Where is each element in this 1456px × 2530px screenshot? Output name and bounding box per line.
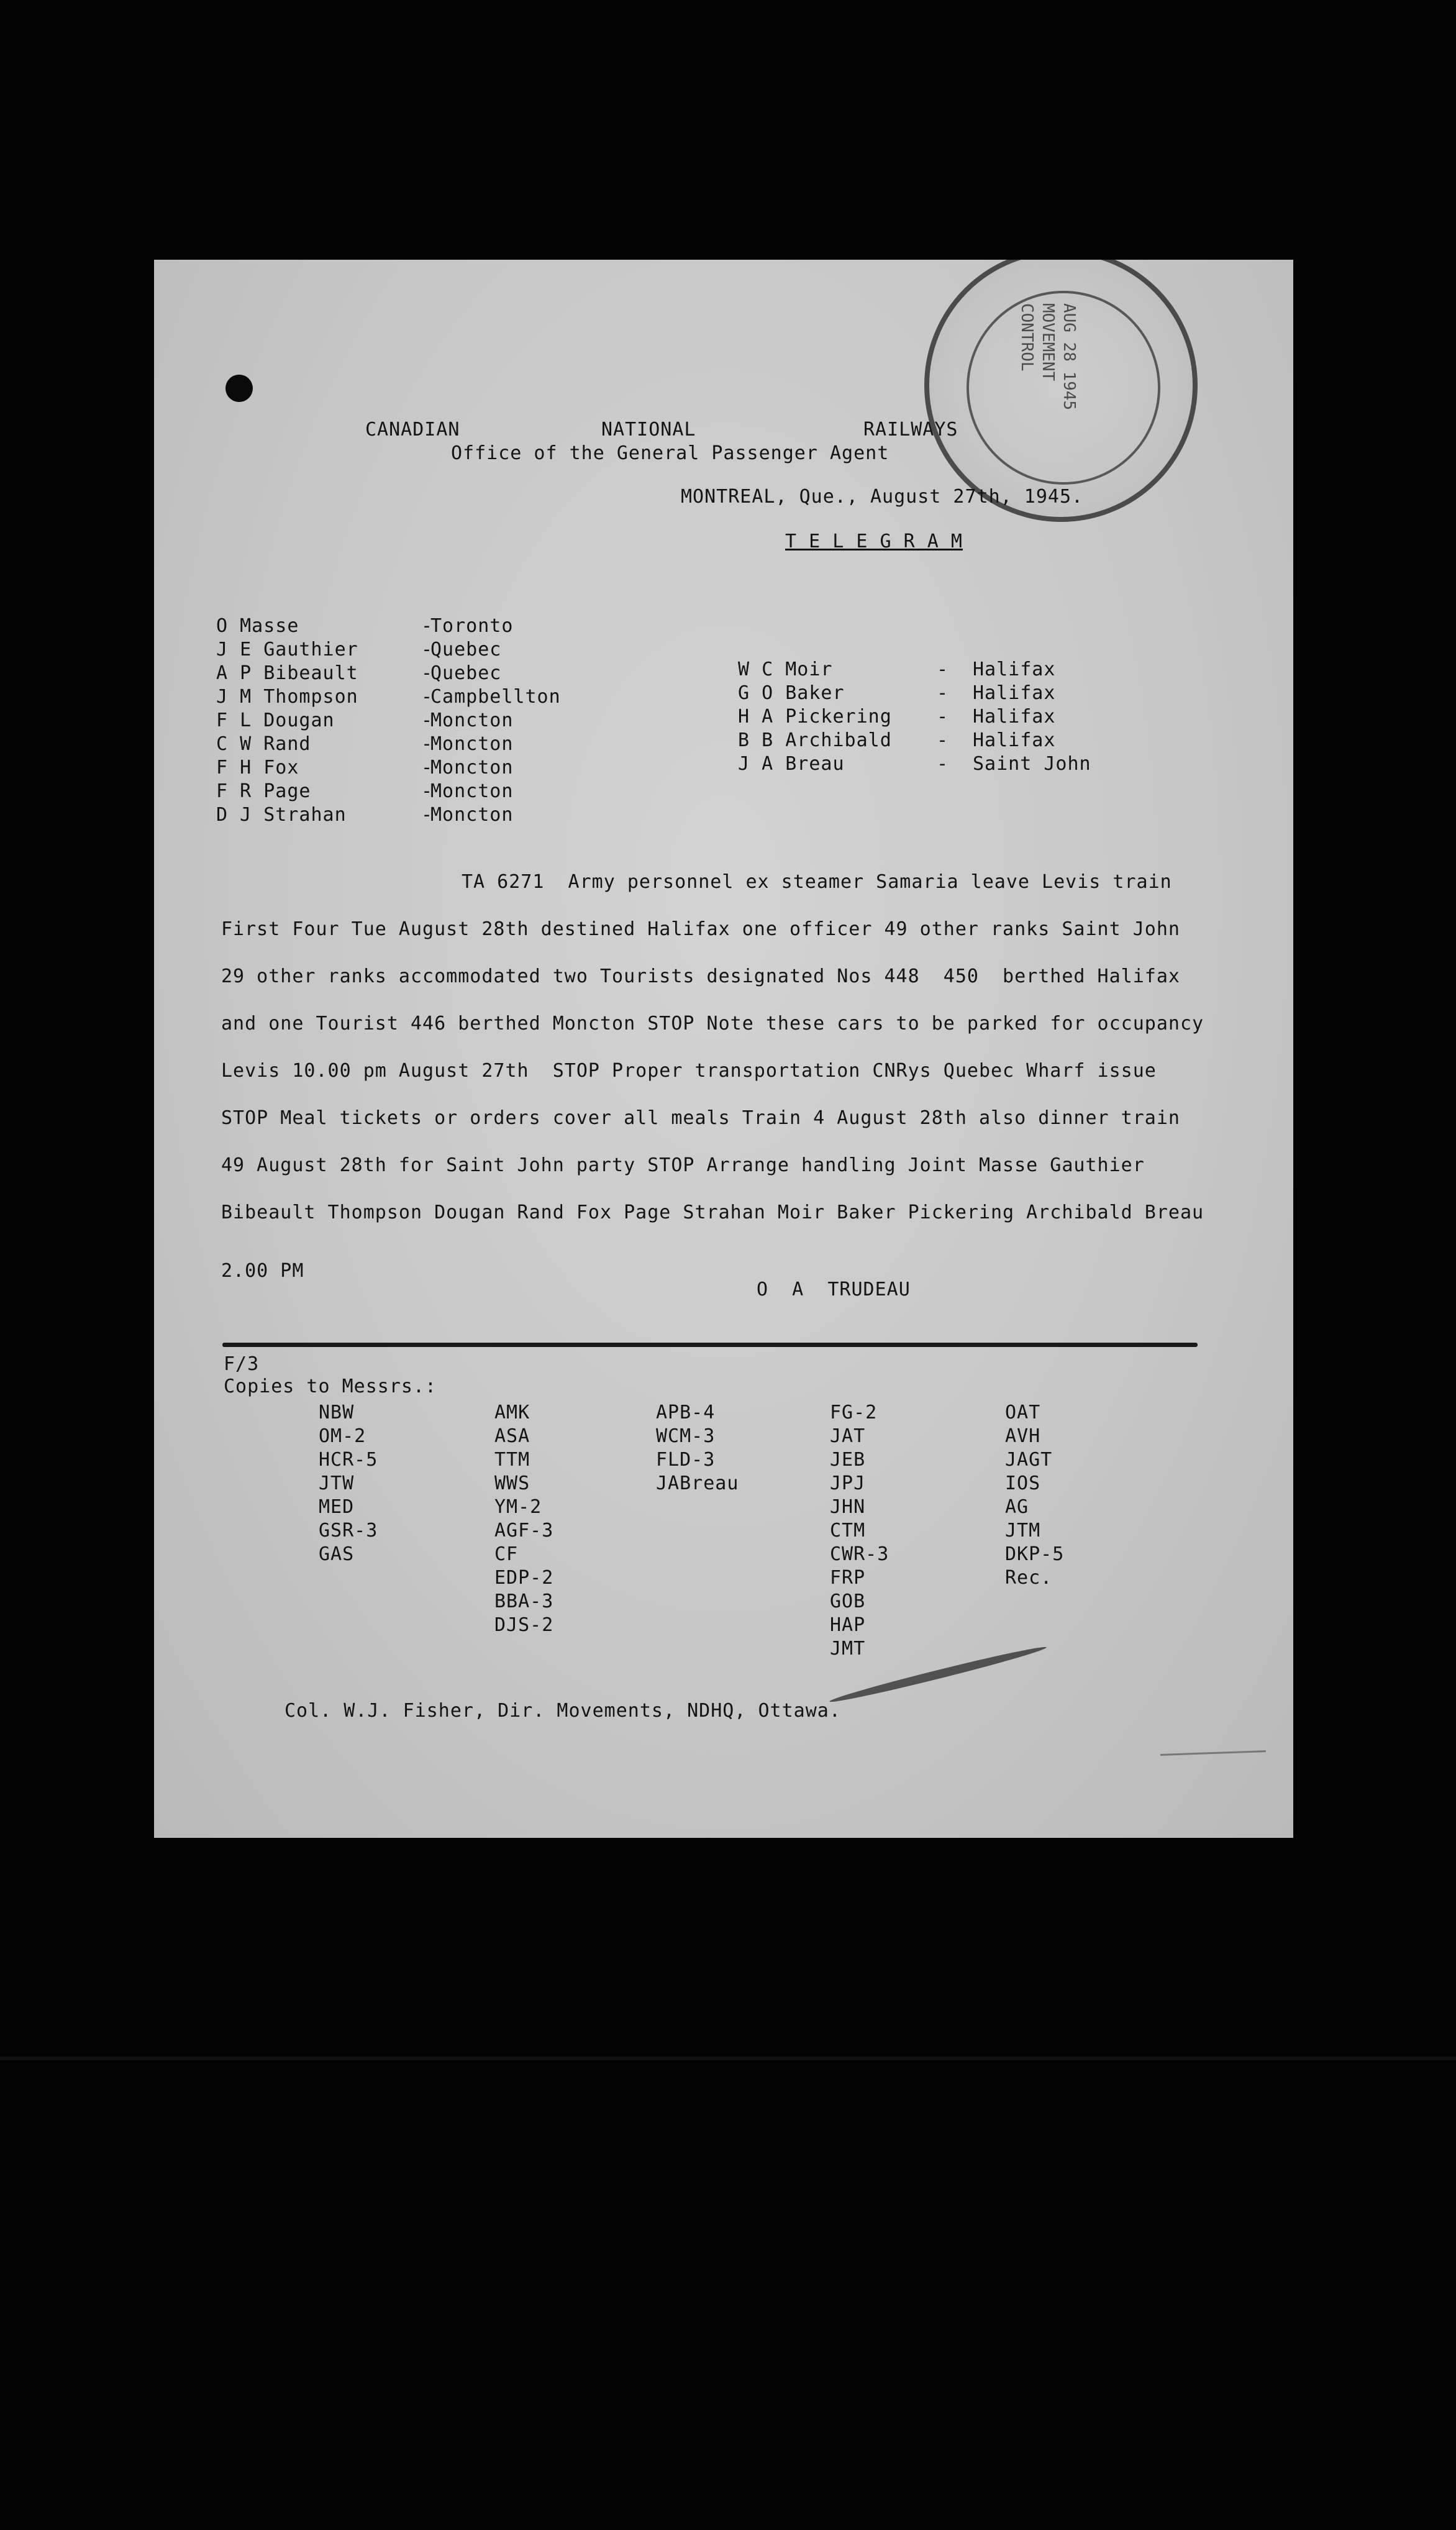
recipient-name: J E Gauthier: [216, 639, 358, 660]
copy-initials: GSR-3: [319, 1520, 378, 1541]
copy-initials: Rec.: [1005, 1567, 1053, 1589]
copy-initials: DKP-5: [1005, 1543, 1065, 1565]
recipient-city: Campbellton: [430, 686, 561, 708]
stamp-line-3: CONTROL: [1017, 303, 1036, 372]
dash: -: [421, 733, 434, 755]
body-line: Levis 10.00 pm August 27th STOP Proper transportation CNRys Quebec Wharf issue: [221, 1060, 1157, 1082]
recipient-name: B B Archibald: [738, 729, 892, 751]
recipient-city: Halifax: [973, 706, 1056, 728]
body-line: First Four Tue August 28th destined Halifax one officer 49 other ranks Saint John: [221, 918, 1180, 940]
body-line: Bibeault Thompson Dougan Rand Fox Page Strahan Moir Baker Pickering Archibald Breau: [221, 1202, 1204, 1223]
copy-initials: FLD-3: [656, 1449, 716, 1471]
dash: -: [421, 780, 434, 802]
copy-initials: CF: [494, 1543, 519, 1565]
dash: -: [421, 804, 434, 826]
received-stamp: [924, 260, 1198, 522]
body-time: 2.00 PM: [221, 1260, 304, 1282]
recipient-name: A P Bibeault: [216, 662, 358, 684]
copy-initials: GOB: [830, 1591, 866, 1612]
copy-initials: FRP: [830, 1567, 866, 1589]
copy-initials: JMT: [830, 1638, 866, 1660]
copy-initials: WCM-3: [656, 1425, 716, 1447]
copy-initials: JABreau: [656, 1473, 739, 1494]
copy-initials: HAP: [830, 1614, 866, 1636]
place-date: MONTREAL, Que., August 27th, 1945.: [681, 486, 1084, 508]
copy-initials: JAT: [830, 1425, 866, 1447]
copy-initials: JTW: [319, 1473, 355, 1494]
copy-initials: JEB: [830, 1449, 866, 1471]
copy-initials: EDP-2: [494, 1567, 554, 1589]
dash: -: [421, 615, 434, 637]
divider-rule: [222, 1343, 1198, 1347]
stamp-date: AUG 28 1945: [1060, 303, 1078, 411]
copy-initials: ASA: [494, 1425, 530, 1447]
copy-initials: YM-2: [494, 1496, 542, 1518]
dash: -: [937, 659, 949, 680]
sender-signature: O A TRUDEAU: [757, 1279, 911, 1300]
copies-label: Copies to Messrs.:: [224, 1376, 437, 1397]
copy-initials: JAGT: [1005, 1449, 1053, 1471]
telegram-page: [154, 260, 1293, 1838]
dash: -: [937, 706, 949, 728]
recipient-city: Quebec: [430, 662, 502, 684]
body-line: 49 August 28th for Saint John party STOP Arrange handling Joint Masse Gauthier: [221, 1154, 1145, 1176]
copy-initials: BBA-3: [494, 1591, 554, 1612]
copy-initials: CTM: [830, 1520, 866, 1541]
copy-initials: DJS-2: [494, 1614, 554, 1636]
cc-line: Col. W.J. Fisher, Dir. Movements, NDHQ, Ottawa.: [284, 1700, 841, 1722]
copy-initials: AGF-3: [494, 1520, 554, 1541]
recipient-name: G O Baker: [738, 682, 845, 704]
recipient-name: J A Breau: [738, 753, 845, 775]
dash: -: [421, 639, 434, 660]
copy-initials: AMK: [494, 1402, 530, 1423]
document-type: T E L E G R A M: [785, 531, 963, 552]
copy-initials: JTM: [1005, 1520, 1041, 1541]
copy-initials: NBW: [319, 1402, 355, 1423]
copy-initials: TTM: [494, 1449, 530, 1471]
stamp-line-2: MOVEMENT: [1039, 303, 1057, 381]
company-word-2: NATIONAL: [601, 419, 696, 441]
recipient-name: O Masse: [216, 615, 299, 637]
dash: -: [421, 662, 434, 684]
recipient-city: Saint John: [973, 753, 1091, 775]
recipient-name: F R Page: [216, 780, 311, 802]
dash: -: [421, 686, 434, 708]
recipient-name: W C Moir: [738, 659, 833, 680]
recipient-city: Moncton: [430, 780, 514, 802]
recipient-city: Moncton: [430, 757, 514, 779]
company-word-1: CANADIAN: [365, 419, 460, 441]
copy-initials: OAT: [1005, 1402, 1041, 1423]
body-line: TA 6271 Army personnel ex steamer Samaria leave Levis train: [462, 871, 1172, 893]
recipient-name: J M Thompson: [216, 686, 358, 708]
dash: -: [937, 753, 949, 775]
copy-initials: AVH: [1005, 1425, 1041, 1447]
file-reference: F/3: [224, 1353, 260, 1375]
body-line: and one Tourist 446 berthed Moncton STOP Note these cars to be parked for occupancy: [221, 1013, 1204, 1034]
recipient-city: Toronto: [430, 615, 514, 637]
recipient-city: Moncton: [430, 710, 514, 731]
copy-initials: OM-2: [319, 1425, 366, 1447]
film-edge: [0, 2057, 1456, 2060]
copy-initials: HCR-5: [319, 1449, 378, 1471]
recipient-city: Halifax: [973, 729, 1056, 751]
copy-initials: APB-4: [656, 1402, 716, 1423]
recipient-name: C W Rand: [216, 733, 311, 755]
dash: -: [937, 682, 949, 704]
recipient-city: Halifax: [973, 682, 1056, 704]
copy-initials: AG: [1005, 1496, 1029, 1518]
recipient-city: Moncton: [430, 804, 514, 826]
faint-mark: [1160, 1750, 1266, 1756]
recipient-city: Quebec: [430, 639, 502, 660]
copy-initials: FG-2: [830, 1402, 878, 1423]
office-title: Office of the General Passenger Agent: [451, 442, 890, 464]
copy-initials: MED: [319, 1496, 355, 1518]
copy-initials: WWS: [494, 1473, 530, 1494]
company-word-3: RAILWAYS: [863, 419, 958, 441]
recipient-name: D J Strahan: [216, 804, 347, 826]
recipient-city: Halifax: [973, 659, 1056, 680]
recipient-name: F L Dougan: [216, 710, 335, 731]
copy-initials: IOS: [1005, 1473, 1041, 1494]
copy-initials: JPJ: [830, 1473, 866, 1494]
punch-hole: [225, 375, 253, 402]
recipient-city: Moncton: [430, 733, 514, 755]
dash: -: [937, 729, 949, 751]
copy-initials: CWR-3: [830, 1543, 890, 1565]
dash: -: [421, 757, 434, 779]
recipient-name: H A Pickering: [738, 706, 892, 728]
copy-initials: JHN: [830, 1496, 866, 1518]
body-line: STOP Meal tickets or orders cover all meals Train 4 August 28th also dinner train: [221, 1107, 1180, 1129]
copy-initials: GAS: [319, 1543, 355, 1565]
dash: -: [421, 710, 434, 731]
body-line: 29 other ranks accommodated two Tourists designated Nos 448 450 berthed Halifax: [221, 966, 1180, 987]
recipient-name: F H Fox: [216, 757, 299, 779]
